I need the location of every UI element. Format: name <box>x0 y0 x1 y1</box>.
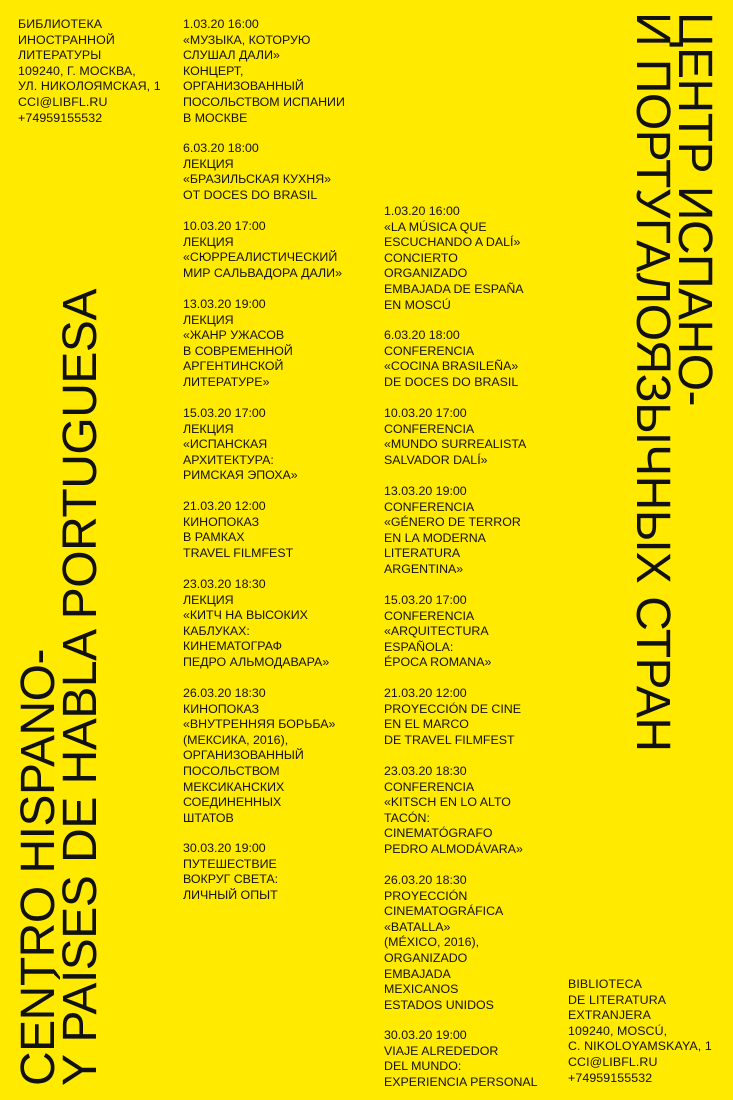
library-ru-line: БИБЛИОТЕКА <box>18 17 103 31</box>
ru-event-text: КАБЛУКАХ: <box>183 623 250 638</box>
ru-event-text: ЛЕКЦИЯ <box>183 234 234 249</box>
library-es-line: 109240, MOSCÚ, <box>568 1023 668 1038</box>
ru-event-text: КИНОПОКАЗ <box>183 514 260 529</box>
ru-event-text: «ЖАНР УЖАСОВ <box>183 328 285 343</box>
es-event-datetime: 23.03.20 18:30 <box>384 764 467 778</box>
ru-event-text: ПОСОЛЬСТВОМ ИСПАНИИ <box>183 94 345 109</box>
library-es-line: EXTRANJERA <box>568 1008 651 1023</box>
ru-event-datetime: 26.03.20 18:30 <box>183 686 266 700</box>
library-ru-line: 109240, Г. МОСКВА, <box>18 63 136 78</box>
es-event <box>384 484 521 578</box>
title-spanish <box>12 289 107 1086</box>
es-event-text: ARGENTINA» <box>384 561 464 576</box>
ru-event-datetime: 15.03.20 17:00 <box>183 406 266 420</box>
es-event-text: ORGANIZADO <box>384 950 468 965</box>
ru-event-text: ЛИТЕРАТУРЕ» <box>183 374 270 389</box>
es-event-text: DE TRAVEL FILMFEST <box>384 732 515 747</box>
es-event-text: DEL MUNDO: <box>384 1059 462 1074</box>
library-es-line: DE LITERATURA <box>568 992 667 1007</box>
es-event <box>384 406 526 468</box>
ru-event-text: АРХИТЕКТУРА: <box>183 452 274 467</box>
ru-event-text: ЛЕКЦИЯ <box>183 312 234 327</box>
ru-event-text: СОЕДИНЕННЫХ <box>183 795 282 810</box>
es-event-datetime: 10.03.20 17:00 <box>384 406 467 420</box>
es-event <box>384 873 503 1013</box>
ru-event-text: КОНЦЕРТ, <box>183 63 244 78</box>
title-spanish-line-2: Y PAÍSES DE HABLA PORTUGUESA <box>54 289 107 1086</box>
title-russian <box>626 12 721 752</box>
es-event-text: TACÓN: <box>384 810 430 825</box>
ru-event-text: КИНЕМАТОГРАФ <box>183 639 283 654</box>
ru-event-text: ЛЕКЦИЯ <box>183 421 234 436</box>
ru-event <box>183 297 293 391</box>
ru-event-text: (МЕКСИКА, 2016), <box>183 732 289 747</box>
ru-event-text: «МУЗЫКА, КОТОРУЮ <box>183 32 311 47</box>
library-es-line: C. NIKOLOYAMSKAYA, 1 <box>568 1039 712 1054</box>
library-ru-line: ИНОСТРАННОЙ <box>18 32 115 47</box>
es-event <box>384 686 521 748</box>
ru-event-text: В СОВРЕМЕННОЙ <box>183 343 293 358</box>
ru-event-text: ПОСОЛЬСТВОМ <box>183 763 280 778</box>
es-event-text: «ARQUITECTURA <box>384 624 489 639</box>
es-event-text: SALVADOR DALÍ» <box>384 452 488 467</box>
es-event-text: ORGANIZADO <box>384 266 468 281</box>
es-event-text: CINEMATÓGRAFO <box>384 826 493 841</box>
ru-event <box>183 499 293 561</box>
es-event <box>384 764 523 858</box>
es-event-text: CONFERENCIA <box>384 343 475 358</box>
ru-event-text: ОТ DOCES DO BRASIL <box>183 187 318 202</box>
library-ru-line: ЛИТЕРАТУРЫ <box>18 48 102 63</box>
es-event-text: «BATALLA» <box>384 919 451 934</box>
es-event-datetime: 6.03.20 18:00 <box>384 328 460 342</box>
ru-event-text: МЕКСИКАНСКИХ <box>183 779 285 794</box>
es-event-datetime: 26.03.20 18:30 <box>384 873 467 887</box>
ru-event <box>183 841 278 903</box>
title-spanish-line-1: CENTRO HISPANO- <box>12 649 65 1086</box>
ru-event-text: ОРГАНИЗОВАННЫЙ <box>183 748 304 763</box>
ru-event-text: МИР САЛЬВАДОРА ДАЛИ» <box>183 265 342 280</box>
es-event-text: CONCIERTO <box>384 250 458 265</box>
ru-event-text: ПЕДРО АЛЬМОДАВАРА» <box>183 654 330 669</box>
ru-event-datetime: 30.03.20 19:00 <box>183 841 266 855</box>
title-russian-line-2: И ПОРТУГАЛОЯЗЫЧНЫХ СТРАН <box>626 12 679 752</box>
es-event-datetime: 13.03.20 19:00 <box>384 484 467 498</box>
ru-event-datetime: 21.03.20 12:00 <box>183 499 266 513</box>
es-event-datetime: 15.03.20 17:00 <box>384 593 467 607</box>
ru-event <box>183 141 331 203</box>
ru-event <box>183 577 329 671</box>
ru-event <box>183 406 298 484</box>
library-ru-line: +74959155532 <box>18 110 103 125</box>
es-event-text: EN EL MARCO <box>384 717 469 732</box>
ru-event <box>183 686 335 826</box>
library-address-es <box>568 977 712 1086</box>
ru-event-text: ЛЕКЦИЯ <box>183 156 234 171</box>
es-event-text: CONFERENCIA <box>384 499 475 514</box>
ru-event <box>183 17 345 126</box>
ru-event-text: ЛЕКЦИЯ <box>183 592 234 607</box>
es-event-text: «KITSCH EN LO ALTO <box>384 795 511 810</box>
ru-event-text: КИНОПОКАЗ <box>183 701 260 716</box>
ru-event-text: ВОКРУГ СВЕТА: <box>183 872 279 887</box>
title-russian-line-1: ЦЕНТР ИСПАНО- <box>668 12 721 407</box>
es-event <box>384 593 491 671</box>
es-event-text: CONFERENCIA <box>384 779 475 794</box>
ru-event-datetime: 13.03.20 19:00 <box>183 297 266 311</box>
es-event-text: ESCUCHANDO A DALÍ» <box>384 235 521 250</box>
es-event <box>384 1028 538 1090</box>
es-event-text: EXPERIENCIA PERSONAL <box>384 1074 538 1089</box>
es-event-text: ESTADOS UNIDOS <box>384 997 494 1012</box>
es-event-text: ÉPOCA ROMANA» <box>384 655 492 670</box>
es-event-text: EMBAJADA DE ESPAÑA <box>384 281 524 296</box>
es-event-text: ESPAÑOLA: <box>384 639 454 654</box>
es-event <box>384 204 524 313</box>
ru-event-text: «БРАЗИЛЬСКАЯ КУХНЯ» <box>183 172 332 187</box>
es-event-text: CONFERENCIA <box>384 608 475 623</box>
library-address-ru <box>18 17 161 126</box>
es-event-text: PROYECCIÓN DE CINE <box>384 701 522 716</box>
es-event-text: «MUNDO SURREALISTA <box>384 437 527 452</box>
es-event-text: EMBAJADA <box>384 966 451 981</box>
ru-event-text: «ВНУТРЕННЯЯ БОРЬБА» <box>183 717 336 732</box>
es-event-text: PEDRO ALMODÁVARA» <box>384 841 523 856</box>
es-event-text: LITERATURA <box>384 546 461 561</box>
es-event-datetime: 30.03.20 19:00 <box>384 1028 467 1042</box>
ru-event-datetime: 6.03.20 18:00 <box>183 141 259 155</box>
library-ru-line: CCI@LIBFL.RU <box>18 94 108 109</box>
library-es-line: BIBLIOTECA <box>568 977 642 991</box>
ru-event-text: В РАМКАХ <box>183 530 245 545</box>
ru-event-text: ОРГАНИЗОВАННЫЙ <box>183 79 304 94</box>
ru-event-text: ПУТЕШЕСТВИЕ <box>183 856 277 871</box>
ru-event-text: TRAVEL FILMFEST <box>183 545 294 560</box>
ru-event-datetime: 23.03.20 18:30 <box>183 577 266 591</box>
es-event-datetime: 21.03.20 12:00 <box>384 686 467 700</box>
ru-event-text: «КИТЧ НА ВЫСОКИХ <box>183 608 308 623</box>
ru-event-text: СЛУШАЛ ДАЛИ» <box>183 48 280 63</box>
library-ru-line: УЛ. НИКОЛОЯМСКАЯ, 1 <box>18 79 161 94</box>
es-event-datetime: 1.03.20 16:00 <box>384 204 460 218</box>
ru-event-datetime: 10.03.20 17:00 <box>183 219 266 233</box>
es-event <box>384 328 518 390</box>
es-event-text: DE DOCES DO BRASIL <box>384 374 519 389</box>
ru-event-text: В МОСКВЕ <box>183 110 248 125</box>
es-event-text: VIAJE ALREDEDOR <box>384 1043 499 1058</box>
library-es-line: CCI@LIBFL.RU <box>568 1054 658 1069</box>
ru-event <box>183 219 342 281</box>
ru-event-text: РИМСКАЯ ЭПОХА» <box>183 468 298 483</box>
es-event-text: CONFERENCIA <box>384 421 475 436</box>
es-event-text: EN MOSCÚ <box>384 297 451 312</box>
ru-event-datetime: 1.03.20 16:00 <box>183 17 259 31</box>
ru-event-text: «СЮРРЕАЛИСТИЧЕСКИЙ <box>183 250 338 265</box>
es-event-text: EN LA MODERNA <box>384 530 486 545</box>
ru-event-text: ЛИЧНЫЙ ОПЫТ <box>183 887 278 902</box>
es-event-text: «LA MÚSICA QUE <box>384 219 487 234</box>
ru-event-text: АРГЕНТИНСКОЙ <box>183 359 284 374</box>
es-event-text: «GÉNERO DE TERROR <box>384 515 521 530</box>
ru-event-text: «ИСПАНСКАЯ <box>183 437 268 452</box>
es-event-text: (MÉXICO, 2016), <box>384 935 480 950</box>
ru-event-text: ШТАТОВ <box>183 810 234 825</box>
es-event-text: MEXICANOS <box>384 982 459 997</box>
es-event-text: «COCINA BRASILEÑA» <box>384 359 519 374</box>
library-es-line: +74959155532 <box>568 1070 653 1085</box>
es-event-text: PROYECCIÓN <box>384 888 468 903</box>
es-event-text: CINEMATOGRÁFICA <box>384 904 504 919</box>
